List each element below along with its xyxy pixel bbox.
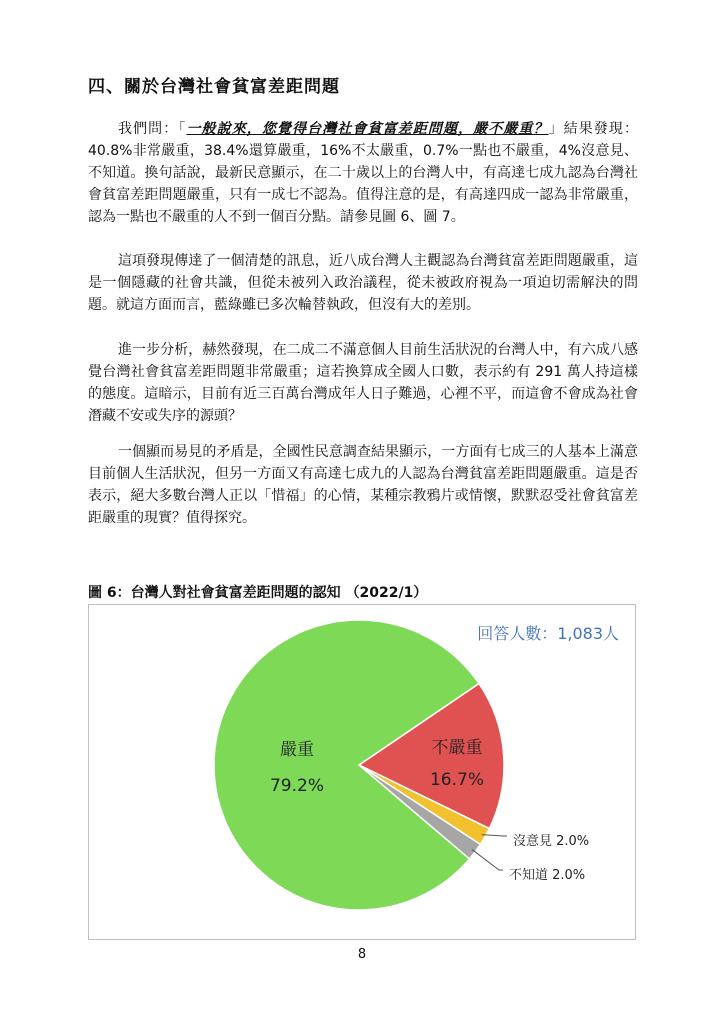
value-serious: 79.2%: [269, 776, 325, 796]
section-heading: 四、關於台灣社會貧富差距問題: [88, 77, 340, 97]
paragraph-1: [88, 118, 638, 228]
figure-frame: [88, 604, 636, 940]
survey-question: 一般說來，您覺得台灣社會貧富差距問題，嚴不嚴重？: [186, 121, 549, 137]
pie-chart: [89, 605, 635, 939]
label-not-serious: 不嚴重: [431, 738, 483, 758]
figure-caption: 圖 6：台灣人對社會貧富差距問題的認知 （2022/1）: [88, 585, 428, 601]
respondent-count: 回答人數：1,083人: [477, 624, 619, 643]
label-serious: 嚴重: [280, 740, 314, 760]
value-not-serious: 16.7%: [429, 770, 485, 790]
label-no-opinion: 沒意見 2.0%: [513, 834, 590, 849]
paragraph-1-lead: 我們問：「: [118, 121, 187, 137]
page-number: 8: [357, 947, 367, 962]
paragraph-1-body: 」結果發現：40.8%非常嚴重，38.4%還算嚴重，16%不太嚴重，0.7%一點也不嚴重，4%沒意見、不知道。換句話說，最新民意顯示，在二十歲以上的台灣人中，有高達七成九認為台灣社會貧富差距問題嚴重，只有一成七不認為。值得注意的是，有高達四成一認為非常嚴重，認為一點也不嚴重的人不到一個百分點。請參見圖 6、圖 7。: [88, 121, 639, 225]
leader-dont-know: [472, 849, 503, 870]
paragraph-3: 進一步分析，赫然發現，在二成二不滿意個人目前生活狀況的台灣人中，有六成八感覺台灣社會貧富差距問題非常嚴重；這若換算成全國人口數，表示約有 291 萬人持這樣的態度。這暗示，目前有近三百萬台灣成年人日子難過，心裡不平，而這會不會成為社會潛藏不安或失序的源頭？: [88, 342, 638, 424]
paragraph-4: 一個顯而易見的矛盾是，全國性民意調查結果顯示，一方面有七成三的人基本上滿意目前個人生活狀況，但另一方面又有高達七成九的人認為台灣貧富差距問題嚴重。這是否表示，絕大多數台灣人正以「惜福」的心情，某種宗教鴉片或情懷，默默忍受社會貧富差距嚴重的現實？值得探究。: [88, 444, 638, 526]
paragraph-2: 這項發現傳達了一個清楚的訊息，近八成台灣人主觀認為台灣貧富差距問題嚴重，這是一個隱藏的社會共識，但從未被列入政治議程，從未被政府視為一項迫切需解決的問題。就這方面而言，藍綠雖已多次輪替執政，但沒有大的差別。: [88, 253, 638, 313]
label-dont-know: 不知道 2.0%: [509, 868, 586, 883]
